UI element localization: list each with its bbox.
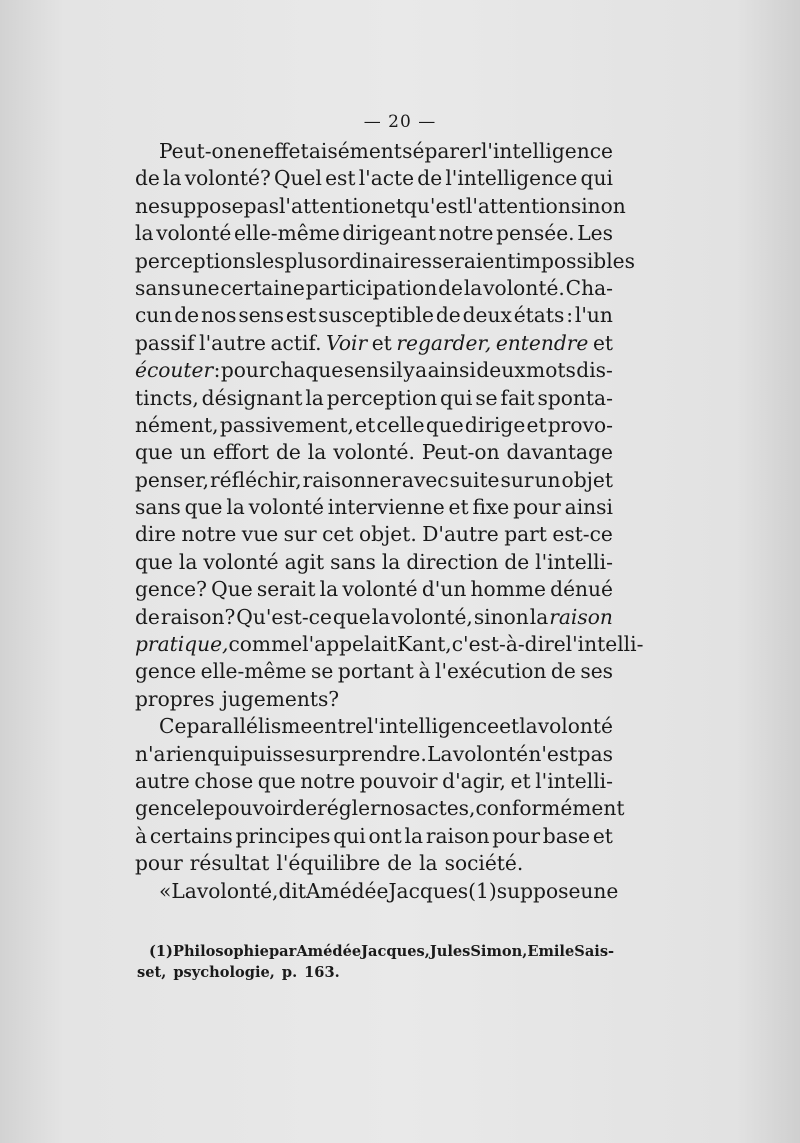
text-line: dire notre vue sur cet objet. D'autre part est-ce	[135, 522, 613, 547]
text-line: penser, réfléchir, raisonner avec suite sur un objet	[135, 467, 613, 492]
text-line: n'a rien qui puisse surprendre. La volonté n'est pas	[135, 741, 613, 766]
text-line: gence elle-même se portant à l'exécution de ses	[135, 659, 613, 684]
text-line: Peut-on en effet aisément séparer l'intelligence	[159, 139, 613, 163]
text-line: gence? Que serait la volonté d'un homme dénué	[135, 577, 613, 602]
text-line: cun de nos sens est susceptible de deux états : l'un	[135, 303, 613, 328]
body-text	[135, 138, 644, 905]
text-line: pratique, comme l'appelait Kant, c'est-à-dire l'intelli-	[135, 632, 644, 657]
text-line: ne suppose pas l'attention et qu'est l'attention sinon	[135, 193, 626, 218]
text-line: de la volonté? Quel est l'acte de l'intelligence qui	[135, 166, 613, 191]
text-line: la volonté elle-même dirigeant notre pensée. Les	[135, 221, 613, 246]
text-line: Ce parallélisme entre l'intelligence et la volonté	[159, 714, 613, 739]
text-line: passif l'autre actif. Voir et regarder, entendre et	[135, 330, 613, 355]
text-line: « La volonté, dit Amédée Jacques (1) suppose une	[159, 878, 619, 903]
text-line: écouter : pour chaque sens il y a ainsi deux mots dis-	[135, 358, 613, 383]
footnote-line: set, psychologie, p. 163.	[137, 964, 340, 981]
text-line: nément, passivement, et celle que dirige et provo-	[135, 412, 613, 437]
text-line: gence le pouvoir de régler nos actes, conformément	[135, 796, 625, 821]
text-line: sans que la volonté intervienne et fixe pour ainsi	[135, 495, 613, 520]
text-line: que un effort de la volonté. Peut-on davantage	[135, 440, 613, 465]
text-line: pour résultat l'équilibre de la société.	[135, 851, 524, 876]
text-line: autre chose que notre pouvoir d'agir, et l'intelli-	[135, 768, 613, 793]
text-line: propres jugements?	[135, 686, 340, 711]
text-line: à certains principes qui ont la raison pour base et	[135, 823, 613, 848]
text-line: que la volonté agit sans la direction de l'intelli-	[135, 549, 613, 574]
text-line: perceptions les plus ordinaires seraient impossibles	[135, 248, 635, 273]
text-line: tincts, désignant la perception qui se fait sponta-	[135, 385, 613, 410]
footnotes	[137, 941, 613, 983]
text-line: sans une certaine participation de la volonté. Cha-	[135, 275, 613, 300]
page-number: — 20 —	[363, 112, 437, 132]
footnote-line: (1) Philosophie par Amédée Jacques, Jules Simon, Emile Sais-	[149, 943, 615, 960]
text-line: de raison? Qu'est-ce que la volonté, sinon la raison	[135, 604, 613, 629]
